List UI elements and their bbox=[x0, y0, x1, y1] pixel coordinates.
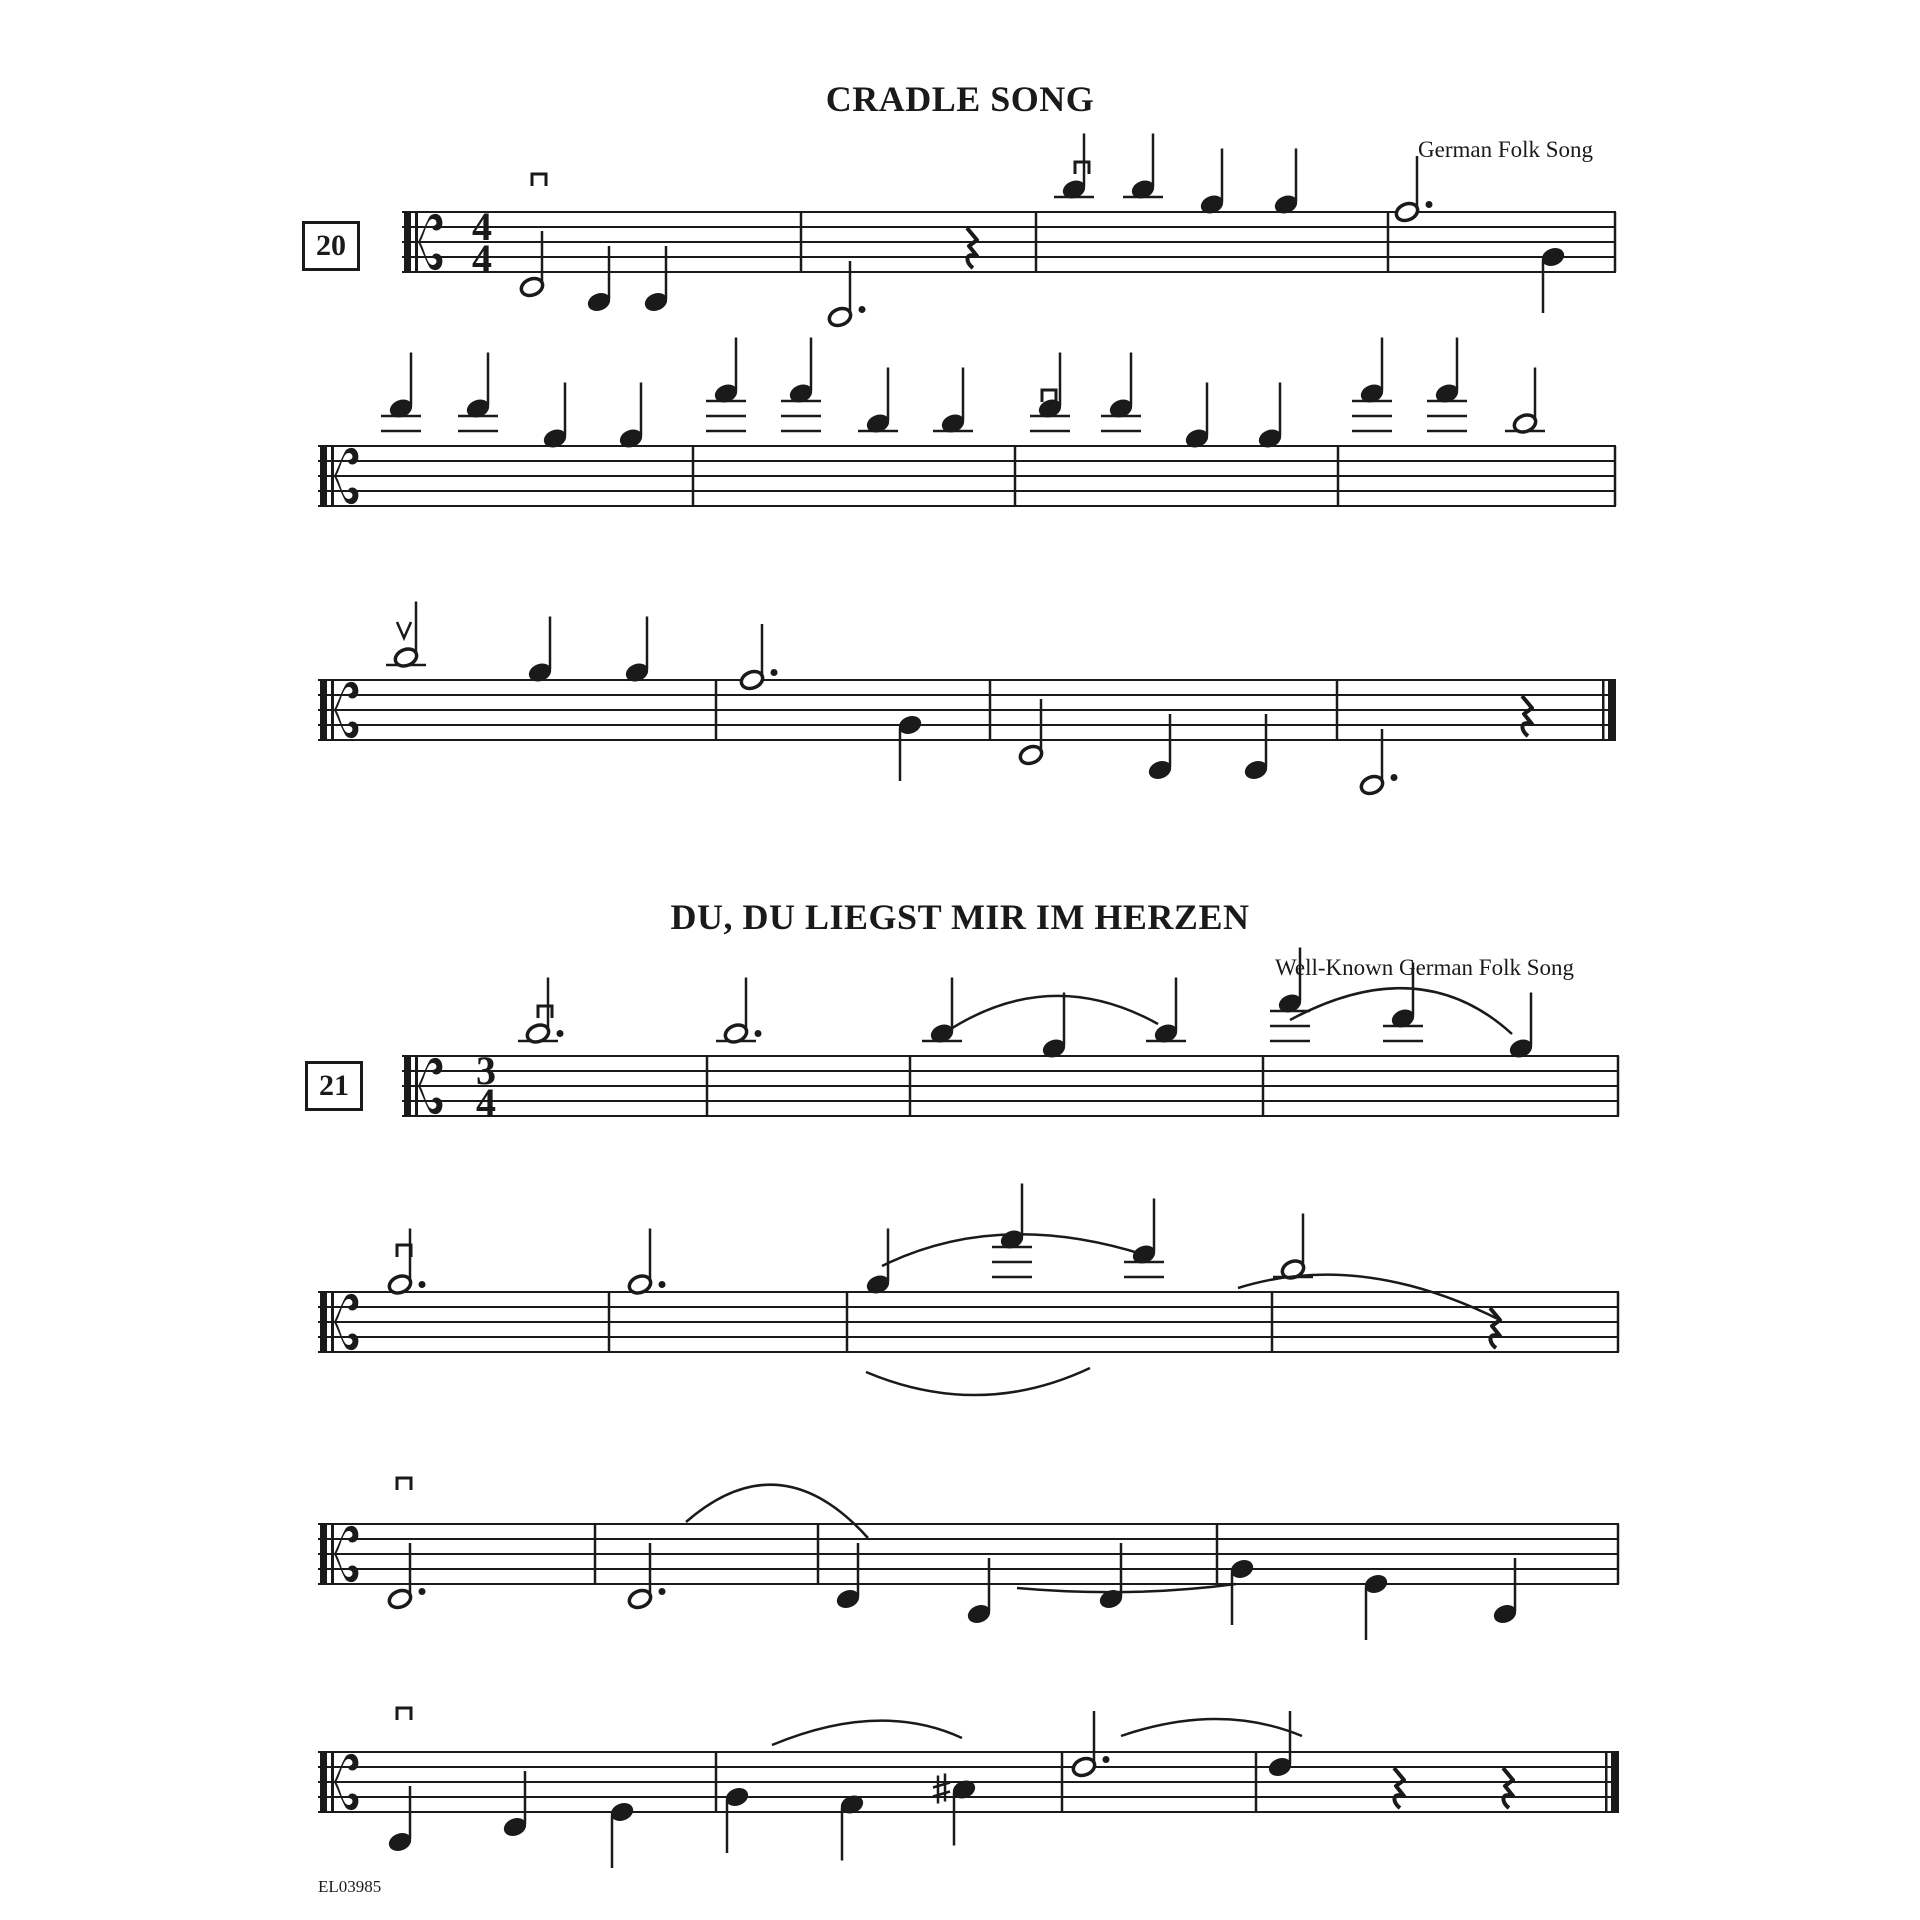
notes-layer bbox=[381, 134, 1566, 1869]
quarter-rest bbox=[1490, 1308, 1500, 1348]
sharp-sign bbox=[933, 1774, 950, 1804]
augmentation-dot bbox=[771, 669, 778, 676]
down-bow-icon bbox=[1075, 162, 1089, 174]
quarter-rest bbox=[967, 228, 977, 268]
final-barline bbox=[1602, 680, 1619, 1812]
down-bow-icon bbox=[397, 1708, 411, 1720]
up-bow-icon bbox=[397, 622, 411, 638]
catalog-code: EL03985 bbox=[318, 1877, 382, 1896]
svg-text:4: 4 bbox=[476, 1080, 496, 1125]
augmentation-dot bbox=[659, 1281, 666, 1288]
augmentation-dot bbox=[1103, 1756, 1110, 1763]
quarter-rest bbox=[1503, 1768, 1513, 1808]
svg-text:4: 4 bbox=[472, 236, 492, 281]
down-bow-icon bbox=[532, 174, 546, 186]
augmentation-dot bbox=[1391, 774, 1398, 781]
svg-text:3: 3 bbox=[476, 1048, 496, 1093]
staff-lines bbox=[318, 212, 1619, 1812]
time-signature bbox=[472, 204, 496, 1125]
augmentation-dot bbox=[557, 1030, 564, 1037]
quarter-rest bbox=[1522, 696, 1532, 736]
down-bow-icon bbox=[538, 1006, 552, 1018]
augmentation-dot bbox=[659, 1588, 666, 1595]
exercise-number: 20 bbox=[302, 221, 360, 271]
composer-credit: Well-Known German Folk Song bbox=[1275, 955, 1575, 980]
exercise-number: 21 bbox=[305, 1061, 363, 1111]
svg-text:4: 4 bbox=[472, 204, 492, 249]
quarter-rest bbox=[1394, 1768, 1404, 1808]
barlines bbox=[595, 212, 1618, 1812]
alto-clef-icon bbox=[320, 212, 442, 1812]
song-title: CRADLE SONG bbox=[825, 79, 1095, 119]
augmentation-dot bbox=[419, 1588, 426, 1595]
augmentation-dot bbox=[859, 306, 866, 313]
augmentation-dot bbox=[755, 1030, 762, 1037]
down-bow-icon bbox=[397, 1478, 411, 1490]
song-title: DU, DU LIEGST MIR IM HERZEN bbox=[670, 897, 1250, 937]
augmentation-dot bbox=[1426, 201, 1433, 208]
composer-credit: German Folk Song bbox=[1418, 137, 1594, 162]
augmentation-dot bbox=[419, 1281, 426, 1288]
